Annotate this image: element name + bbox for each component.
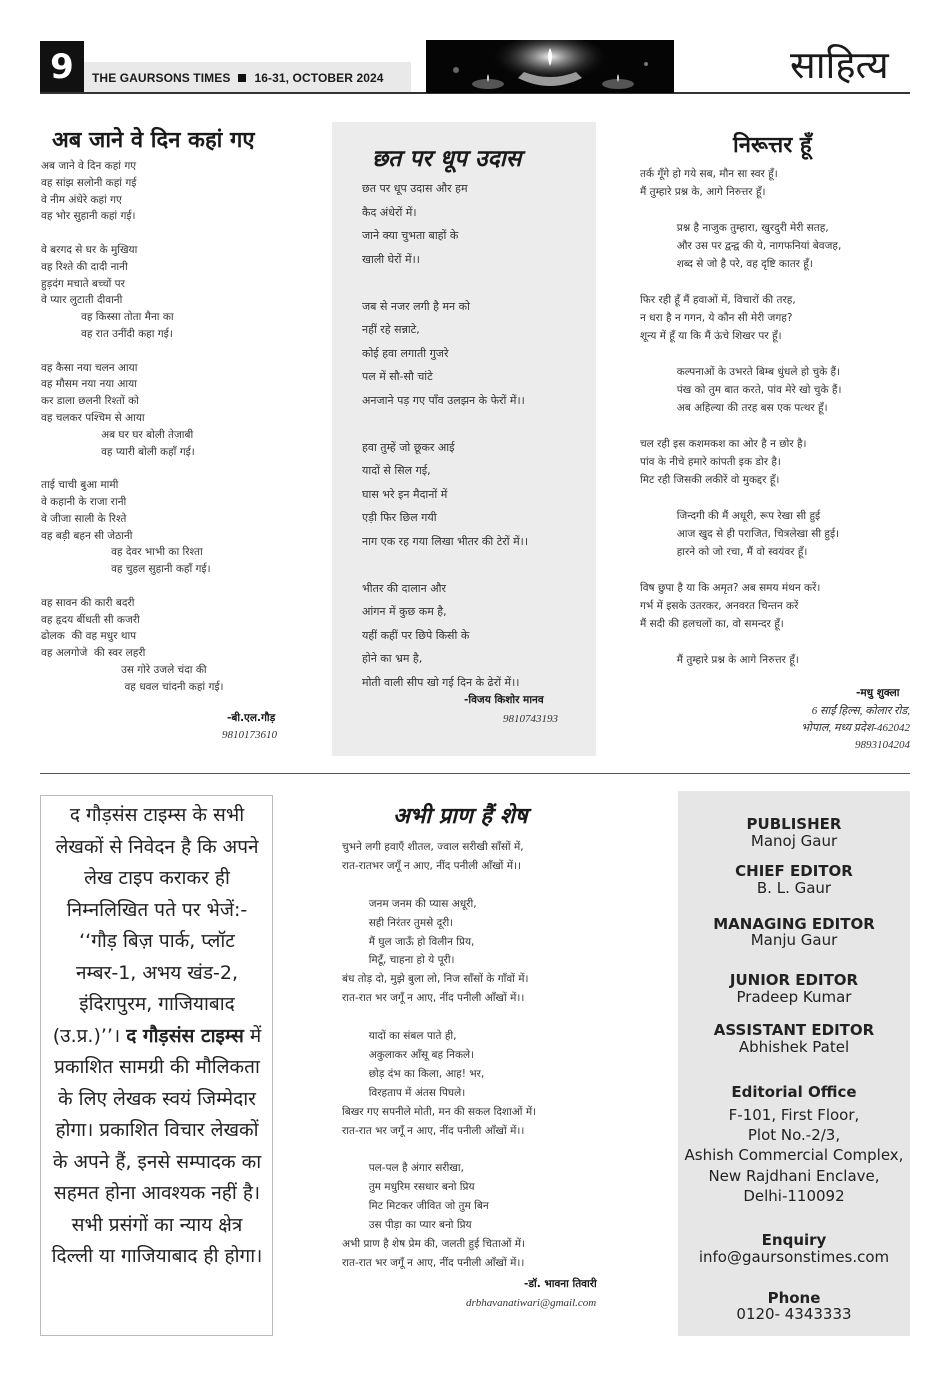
address-line: Delhi-110092	[743, 1186, 845, 1205]
masthead-line	[92, 71, 384, 85]
publication-name: THE GAURSONS TIMES	[92, 71, 231, 85]
publisher-label: PUBLISHER	[746, 815, 842, 833]
managing-editor-label: MANAGING EDITOR	[713, 915, 875, 933]
managing-editor-name: Manju Gaur	[750, 931, 838, 949]
office-label: Editorial Office	[731, 1083, 857, 1101]
author-phone: 9810173610	[222, 729, 277, 741]
author-address	[760, 703, 910, 754]
notice-part: में प्रकाशित सामग्री की मौलिकता के लिए लेखक स्वयं जिम्मेदार होगा। प्रकाशित विचार लेखकों के अपने हैं, इनसे सम्पादक का सहमत होना आवश्यक नहीं है। सभी प्रसंगों का न्याय क्षेत्र दिल्ली या गाजियाबाद ही होगा।	[51, 1024, 263, 1267]
author-phone: 9893104204	[855, 739, 910, 751]
poem-author: -विजय किशोर मानव	[464, 694, 544, 706]
diya-lamp-icon	[426, 40, 674, 93]
phone-number: 0120- 4343333	[736, 1305, 852, 1323]
assistant-editor-name: Abhishek Patel	[738, 1038, 850, 1056]
notice-part: द गौड़संस टाइम्स के सभी लेखकों से निवेदन है कि अपने लेख टाइप कराकर ही निम्नलिखित पते पर भेजें:- ‘‘गौड़ बिज़ पार्क, प्लॉट नम्बर-1, अभय खंड-2, इंदिरापुरम, गाजियाबाद (उ.प्र.)’’।	[52, 804, 259, 1047]
poem-body: तर्क गूँगे हो गये सब, मौन सा स्वर हूँ। मैं तुम्हारे प्रश्न के, आगे निरुत्तर हूँ। प्रश्न है नाजुक तुम्हारा, खुरदुरी मेरी सतह, और उस पर द्वन्द्व की ये, नागफनियां बेवजह, शब्द से जो है परे, वह दृष्टि कातर हूँ। फिर रही हूँ मैं हवाओं में, विचारों की तरह, न धरा है न गगन, ये कौन सी मेरी जगह? शून्य में हूँ या कि मैं ऊंचे शिखर पर हूँ। कल्पनाओं के उभरते बिम्ब धुंधले हो चुके हैं। पंख को तुम बात करते, पांव मेरे खो चुके हैं। अब अहिल्या की तरह बस एक पत्थर हूँ। चल रही इस कशमकश का ओर है न छोर है। पांव के नीचे हमारे कांपती इक डोर है। मिट रही जिसकी लकीरें वो मुकद्दर हूँ। जिन्दगी की मैं अधूरी, रूप रेखा सी हुई आज खुद से ही पराजित, चित्रलेखा सी हुई। हारने को जो रचा, मैं वो स्वयंवर हूँ। विष छुपा है या कि अमृत? अब समय मंथन करें। गर्भ में इसके उतरकर, अनवरत चिन्तन करें मैं सदी की हलचलों का, वो समन्दर हूँ। मैं तुम्हारे प्रश्न के आगे निरुत्तर हूँ।	[640, 168, 842, 666]
author-phone: 9810743193	[503, 713, 558, 725]
junior-editor-name: Pradeep Kumar	[736, 988, 852, 1006]
office-address	[678, 1105, 910, 1206]
page-number: 9	[40, 41, 84, 94]
address-line: भोपाल, मध्य प्रदेश-462042	[801, 722, 910, 734]
poem-title: निरूत्तर हूँ	[733, 133, 812, 158]
poem-body: छत पर धूप उदास और हम कैद अंधेरों में। जाने क्या चुभता बाहों के खाली घेरों में।। जब से नजर लगी है मन को नहीं रहे सन्नाटे, कोई हवा लगाती गुजरे पल में सौ-सौ चांटे अनजाने पड़ गए पाँव उलझन के फेरों में।। हवा तुम्हें जो छूकर आई यादों से सिल गई, घास भरे इन मैदानों में एड़ी फिर छिल गयी नाग एक रह गया लिखा भीतर की टेरों में।। भीतर की दालान और आंगन में कुछ कम है, यहीं कहीं पर छिपे किसी के होने का भ्रम है, मोती वाली सीप खो गई दिन के ढेरों में।।	[362, 182, 529, 689]
poem-author: -डॉ. भावना तिवारी	[524, 1278, 597, 1290]
assistant-editor-label: ASSISTANT EDITOR	[713, 1021, 875, 1039]
poem-body: चुभने लगी हवाएँ शीतल, ज्वाल सरीखी साँसों में, रात-रातभर जगूँ न आए, नींद पनीली आँखों में।। जनम जनम की प्यास अधूरी, सही निरंतर तुमसे दूरी। मैं घुल जाऊँ हो विलीन प्रिय, मिटूँ, चाहना हो ये पूरी। बंध तोड़ दो, मुझे बुला लो, निज साँसों के गाँवों में। रात-रात भर जगूँ न आए, नींद पनीली आँखों में।। यादों का संबल पाते ही, अकुलाकर आँसू बह निकले। छोड़ दंभ का किला, आह! भर, विरहताप में अंतस पिघले। बिखर गए सपनीले मोती, मन की सकल दिशाओं में। रात-रात भर जगूँ न आए, नींद पनीली आँखों में।। पल-पल है अंगार सरीखा, तुम मधुरिम रसधार बनो प्रिय मिट मिटकर जीवित जो तुम बिन उस पीड़ा का प्यार बनो प्रिय अभी प्राण है शेष प्रेम की, जलती हुई चिताओं में। रात-रात भर जगूँ न आए, नींद पनीली आँखों में।।	[342, 841, 537, 1269]
address-line: Ashish Commercial Complex,	[684, 1146, 904, 1165]
chief-editor-name: B. L. Gaur	[756, 879, 832, 897]
chief-editor-label: CHIEF EDITOR	[735, 862, 853, 880]
poem-body: अब जाने वे दिन कहां गए वह सांझ सलोनी कहां गई वे नीम अंधेरे कहां गए वह भोर सुहानी कहां गई। वे बरगद से घर के मुखिया वह रिश्ते की दादी नानी हुड़दंग मचाते बच्चों पर वे प्यार लुटाती दीवानी वह किस्सा तोता मैना का वह रात उनींदी कहा गई। वह कैसा नया चलन आया वह मौसम नया नया आया कर डाला छलनी रिश्तों को वह चलकर पश्चिम से आया अब घर घर बोली तेजाबी वह प्यारी बोली कहाँ गई। ताई चाची बुआ मामी वे कहानी के राजा रानी वे जीजा साली के रिश्ते वह बड़ी बहन सी जेठानी वह देवर भाभी का रिश्ता वह चुहल सुहानी कहाँ गई। वह सावन की कारी बदरी वह हृदय बींधती सी कजरी ढोलक की वह मधुर थाप वह अलगोजे की स्वर लहरी उस गोरे उजले चंदा की वह धवल चांदनी कहां गई।	[41, 160, 224, 693]
poem-title: अब जाने वे दिन कहां गए	[52, 128, 255, 153]
address-line: 6 साईं हिल्स, कोलार रोड,	[811, 705, 910, 717]
poem-author: -मधु शुक्ला	[856, 687, 900, 699]
address-line: F-101, First Floor,	[728, 1106, 860, 1124]
phone-label: Phone	[767, 1289, 821, 1307]
junior-editor-label: JUNIOR EDITOR	[729, 971, 859, 989]
poem-title: छत पर धूप उदास	[372, 146, 522, 172]
issue-date: 16-31, OCTOBER 2024	[254, 71, 384, 85]
address-line: Plot No.-2/3,	[747, 1126, 841, 1145]
publisher-name: Manoj Gaur	[750, 832, 838, 850]
notice-bold: द गौड़संस टाइम्स	[126, 1024, 244, 1047]
square-bullet-icon	[238, 74, 246, 82]
address-line: New Rajdhani Enclave,	[708, 1166, 880, 1185]
section-divider	[40, 773, 910, 774]
section-title: साहित्य	[790, 43, 889, 87]
notice-text	[48, 800, 266, 1273]
author-email: drbhavanatiwari@gmail.com	[466, 1297, 597, 1309]
enquiry-label: Enquiry	[761, 1231, 827, 1249]
enquiry-email: info@gaursonstimes.com	[698, 1248, 890, 1266]
poem-author: -बी.एल.गौड़	[227, 712, 276, 724]
poem-title: अभी प्राण हैं शेष	[393, 804, 528, 829]
